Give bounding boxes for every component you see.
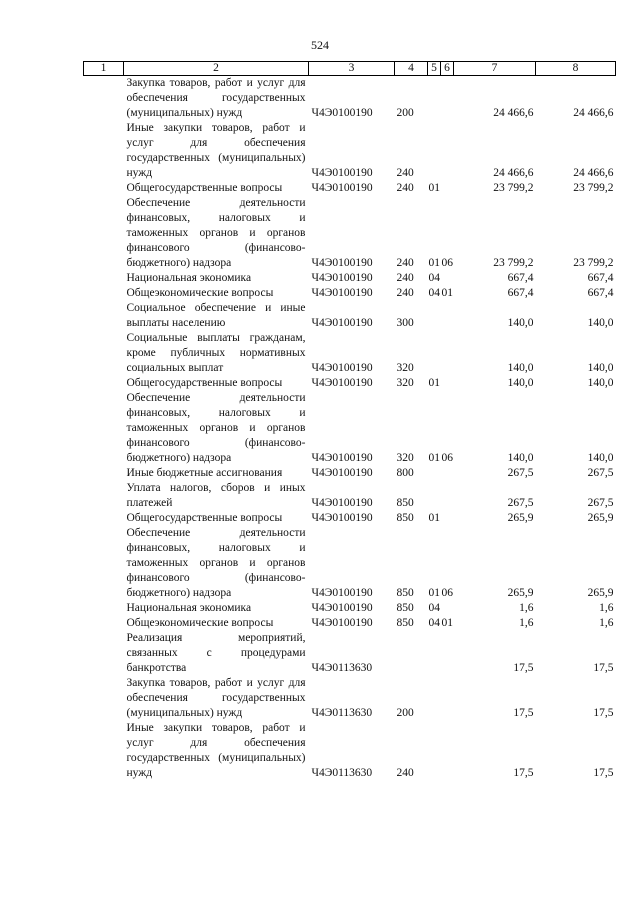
row-col5: 04 xyxy=(428,272,440,284)
row-value-7: 23 799,2 xyxy=(493,257,534,269)
row-value-8: 667,4 xyxy=(587,272,614,284)
row-code: Ч4Э0113630 xyxy=(311,767,373,779)
row-value-7: 1,6 xyxy=(519,602,534,614)
row-col4: 850 xyxy=(396,587,414,599)
row-col4: 240 xyxy=(396,767,414,779)
row-name: Общеэкономические вопросы xyxy=(126,287,274,299)
col1-empty xyxy=(84,376,124,391)
row-name: Закупка товаров, работ и услуг для обеспечения государственных (муниципальных) нужд xyxy=(126,677,306,719)
row-code: Ч4Э0113630 xyxy=(311,662,373,674)
row-name: Общегосударственные вопросы xyxy=(126,377,283,389)
col1-empty xyxy=(84,181,124,196)
row-code: Ч4Э0100190 xyxy=(311,377,373,389)
table-row xyxy=(84,526,616,601)
row-value-8: 267,5 xyxy=(587,497,614,509)
row-col6 xyxy=(441,676,454,721)
row-value-7: 17,5 xyxy=(513,662,534,674)
row-col6 xyxy=(441,76,454,122)
row-name: Обеспечение деятельности финансовых, налоговых и таможенных органов и органов финансового (финансово-бюджетного) надзора xyxy=(126,527,306,599)
row-name: Национальная экономика xyxy=(126,602,252,614)
col1-empty xyxy=(84,631,124,676)
row-col5 xyxy=(428,631,441,676)
row-value-7: 24 466,6 xyxy=(493,167,534,179)
col1-empty xyxy=(84,601,124,616)
table-row xyxy=(84,331,616,376)
row-name: Социальное обеспечение и иные выплаты населению xyxy=(126,302,306,329)
row-name: Реализация мероприятий, связанных с процедурами банкротства xyxy=(126,632,306,674)
row-code: Ч4Э0100190 xyxy=(311,602,373,614)
row-code: Ч4Э0100190 xyxy=(311,182,373,194)
row-col4: 850 xyxy=(396,617,414,629)
row-code: Ч4Э0100190 xyxy=(311,497,373,509)
row-name: Уплата налогов, сборов и иных платежей xyxy=(126,482,306,509)
table-body xyxy=(84,76,616,782)
col1-empty xyxy=(84,331,124,376)
header-col-3: 3 xyxy=(309,62,395,76)
row-col4: 800 xyxy=(396,467,414,479)
budget-table xyxy=(83,61,616,781)
row-value-7: 24 466,6 xyxy=(493,107,534,119)
row-value-7: 17,5 xyxy=(513,707,534,719)
row-value-8: 140,0 xyxy=(587,317,614,329)
row-code: Ч4Э0113630 xyxy=(311,707,373,719)
row-value-7: 667,4 xyxy=(507,272,534,284)
row-col6: 06 xyxy=(441,587,453,599)
row-col6 xyxy=(441,601,454,616)
row-col6: 06 xyxy=(441,452,453,464)
row-col4: 200 xyxy=(396,707,414,719)
row-value-8: 17,5 xyxy=(593,707,614,719)
row-value-7: 667,4 xyxy=(507,287,534,299)
header-col-2: 2 xyxy=(124,62,309,76)
header-row xyxy=(84,62,616,76)
row-code: Ч4Э0100190 xyxy=(311,467,373,479)
row-value-8: 265,9 xyxy=(587,512,614,524)
table-row xyxy=(84,181,616,196)
row-col4: 850 xyxy=(396,602,414,614)
row-code: Ч4Э0100190 xyxy=(311,272,373,284)
row-value-8: 17,5 xyxy=(593,662,614,674)
row-col5 xyxy=(428,331,441,376)
col1-empty xyxy=(84,466,124,481)
row-value-7: 265,9 xyxy=(507,587,534,599)
row-col5: 01 xyxy=(428,452,440,464)
table-row xyxy=(84,511,616,526)
row-code: Ч4Э0100190 xyxy=(311,317,373,329)
row-code: Ч4Э0100190 xyxy=(311,107,373,119)
table-row xyxy=(84,676,616,721)
table-row xyxy=(84,616,616,631)
row-value-7: 17,5 xyxy=(513,767,534,779)
table-row xyxy=(84,271,616,286)
row-name: Социальные выплаты гражданам, кроме публичных нормативных социальных выплат xyxy=(126,332,306,374)
row-col4: 320 xyxy=(396,362,414,374)
col1-empty xyxy=(84,121,124,181)
row-value-8: 23 799,2 xyxy=(573,182,614,194)
row-col5 xyxy=(428,76,441,122)
table-row xyxy=(84,481,616,511)
row-col6: 01 xyxy=(441,287,453,299)
row-col6 xyxy=(441,511,454,526)
header-col-4: 4 xyxy=(395,62,428,76)
row-col4: 240 xyxy=(396,287,414,299)
row-col6 xyxy=(441,121,454,181)
row-code: Ч4Э0100190 xyxy=(311,257,373,269)
row-col6 xyxy=(441,721,454,781)
row-code: Ч4Э0100190 xyxy=(311,617,373,629)
row-col5: 01 xyxy=(428,377,440,389)
col1-empty xyxy=(84,391,124,466)
col1-empty xyxy=(84,676,124,721)
row-value-8: 140,0 xyxy=(587,377,614,389)
row-col4 xyxy=(395,631,428,676)
row-col6 xyxy=(441,481,454,511)
row-col5: 04 xyxy=(428,602,440,614)
row-value-7: 140,0 xyxy=(507,362,534,374)
row-name: Обеспечение деятельности финансовых, налоговых и таможенных органов и органов финансового (финансово-бюджетного) надзора xyxy=(126,197,306,269)
row-col4: 850 xyxy=(396,497,414,509)
table-row xyxy=(84,76,616,122)
col1-empty xyxy=(84,511,124,526)
row-code: Ч4Э0100190 xyxy=(311,512,373,524)
row-col4: 320 xyxy=(396,377,414,389)
row-col6 xyxy=(441,376,454,391)
row-value-8: 24 466,6 xyxy=(573,107,614,119)
row-col6 xyxy=(441,331,454,376)
row-col5: 04 xyxy=(428,287,440,299)
row-value-8: 140,0 xyxy=(587,452,614,464)
row-col5: 01 xyxy=(428,257,440,269)
row-col4: 200 xyxy=(396,107,414,119)
table-row xyxy=(84,196,616,271)
row-name: Общеэкономические вопросы xyxy=(126,617,274,629)
row-code: Ч4Э0100190 xyxy=(311,452,373,464)
row-col5 xyxy=(428,301,441,331)
row-col6 xyxy=(441,271,454,286)
row-code: Ч4Э0100190 xyxy=(311,587,373,599)
table-row xyxy=(84,466,616,481)
row-value-7: 140,0 xyxy=(507,452,534,464)
row-code: Ч4Э0100190 xyxy=(311,287,373,299)
header-col-5: 5 xyxy=(428,62,441,76)
row-code: Ч4Э0100190 xyxy=(311,167,373,179)
row-name: Общегосударственные вопросы xyxy=(126,512,283,524)
row-col4: 240 xyxy=(396,167,414,179)
row-col4: 320 xyxy=(396,452,414,464)
table-row xyxy=(84,121,616,181)
table-row xyxy=(84,391,616,466)
table-row xyxy=(84,376,616,391)
row-value-8: 17,5 xyxy=(593,767,614,779)
col1-empty xyxy=(84,76,124,122)
row-col6 xyxy=(441,631,454,676)
row-value-8: 667,4 xyxy=(587,287,614,299)
row-value-8: 23 799,2 xyxy=(573,257,614,269)
row-col4: 240 xyxy=(396,272,414,284)
col1-empty xyxy=(84,721,124,781)
col1-empty xyxy=(84,481,124,511)
row-value-8: 267,5 xyxy=(587,467,614,479)
header-col-6: 6 xyxy=(441,62,454,76)
header-col-8: 8 xyxy=(536,62,616,76)
col1-empty xyxy=(84,286,124,301)
row-name: Обеспечение деятельности финансовых, налоговых и таможенных органов и органов финансового (финансово-бюджетного) надзора xyxy=(126,392,306,464)
row-name: Иные закупки товаров, работ и услуг для обеспечения государственных (муниципальных) нужд xyxy=(126,722,306,779)
row-value-8: 1,6 xyxy=(599,602,614,614)
row-col6: 06 xyxy=(441,257,453,269)
row-col4: 850 xyxy=(396,512,414,524)
row-value-8: 24 466,6 xyxy=(573,167,614,179)
row-col5 xyxy=(428,721,441,781)
row-col5 xyxy=(428,466,441,481)
row-col5: 01 xyxy=(428,587,440,599)
row-value-7: 267,5 xyxy=(507,497,534,509)
row-col5 xyxy=(428,676,441,721)
row-col6 xyxy=(441,301,454,331)
table-row xyxy=(84,301,616,331)
row-value-7: 140,0 xyxy=(507,317,534,329)
row-name: Иные закупки товаров, работ и услуг для обеспечения государственных (муниципальных) нужд xyxy=(126,122,306,179)
row-col5 xyxy=(428,481,441,511)
col1-empty xyxy=(84,301,124,331)
row-name: Закупка товаров, работ и услуг для обеспечения государственных (муниципальных) нужд xyxy=(126,77,306,119)
row-col4: 240 xyxy=(396,182,414,194)
row-value-7: 1,6 xyxy=(519,617,534,629)
row-col5: 01 xyxy=(428,512,440,524)
row-name: Иные бюджетные ассигнования xyxy=(126,467,283,479)
row-value-8: 265,9 xyxy=(587,587,614,599)
row-col4: 300 xyxy=(396,317,414,329)
row-value-8: 140,0 xyxy=(587,362,614,374)
row-col5: 04 xyxy=(428,617,440,629)
table-row xyxy=(84,631,616,676)
row-col4: 240 xyxy=(396,257,414,269)
row-col6 xyxy=(441,181,454,196)
page-number: 524 xyxy=(311,38,329,52)
row-name: Национальная экономика xyxy=(126,272,252,284)
row-value-7: 140,0 xyxy=(507,377,534,389)
header-col-7: 7 xyxy=(454,62,536,76)
row-col5 xyxy=(428,121,441,181)
table-row xyxy=(84,601,616,616)
header-col-1: 1 xyxy=(84,62,124,76)
table-row xyxy=(84,286,616,301)
row-name: Общегосударственные вопросы xyxy=(126,182,283,194)
table-row xyxy=(84,721,616,781)
row-value-7: 23 799,2 xyxy=(493,182,534,194)
col1-empty xyxy=(84,526,124,601)
row-value-7: 267,5 xyxy=(507,467,534,479)
col1-empty xyxy=(84,271,124,286)
col1-empty xyxy=(84,196,124,271)
row-value-7: 265,9 xyxy=(507,512,534,524)
col1-empty xyxy=(84,616,124,631)
row-col6: 01 xyxy=(441,617,453,629)
row-value-8: 1,6 xyxy=(599,617,614,629)
row-col5: 01 xyxy=(428,182,440,194)
row-code: Ч4Э0100190 xyxy=(311,362,373,374)
row-col6 xyxy=(441,466,454,481)
